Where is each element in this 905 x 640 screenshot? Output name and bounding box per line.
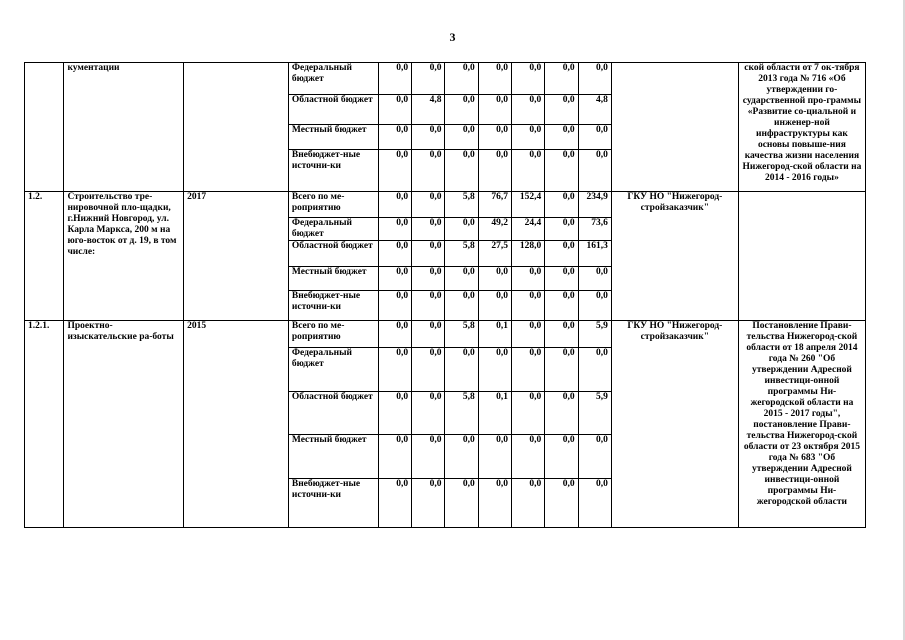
legal-basis-cell: ской области от 7 ок-тября 2013 года № 716 «Об утверждении го-сударственной про-граммы «Развитие со-циальной и инженер-ной инфраструктуры как основы повыше-ния качества жизни населения Нижегород-ской области на 2014 - 2016 годы» — [738, 63, 865, 192]
value-cell: 5,9 — [578, 321, 611, 348]
value-cell: 0,0 — [545, 479, 578, 528]
value-cell: 0,0 — [445, 63, 478, 95]
value-cell: 0,0 — [445, 267, 478, 291]
value-cell: 73,6 — [578, 218, 611, 241]
value-cell: 0,0 — [512, 435, 545, 479]
value-cell: 0,0 — [478, 125, 511, 150]
funding-source-cell: Федеральный бюджет — [288, 63, 378, 95]
value-cell: 0,0 — [545, 192, 578, 218]
value-cell: 0,0 — [378, 479, 411, 528]
value-cell: 5,8 — [445, 321, 478, 348]
value-cell: 0,0 — [478, 291, 511, 321]
funding-source-cell: Областной бюджет — [288, 241, 378, 267]
value-cell: 0,0 — [478, 348, 511, 392]
value-cell: 0,0 — [412, 125, 445, 150]
value-cell: 0,0 — [512, 150, 545, 192]
table-body — [25, 63, 866, 528]
funding-source-cell: Внебюджет-ные источни-ки — [288, 479, 378, 528]
value-cell: 0,1 — [478, 321, 511, 348]
value-cell: 0,0 — [545, 63, 578, 95]
item-name-cell: Проектно-изыскательские ра-боты — [64, 321, 184, 528]
funding-source-cell: Местный бюджет — [288, 125, 378, 150]
value-cell: 0,0 — [478, 435, 511, 479]
executor-cell: ГКУ НО "Нижегород-стройзаказчик" — [611, 321, 738, 528]
value-cell: 0,0 — [545, 218, 578, 241]
funding-source-cell: Федеральный бюджет — [288, 348, 378, 392]
value-cell: 4,8 — [578, 95, 611, 125]
value-cell: 5,8 — [445, 192, 478, 218]
value-cell: 24,4 — [512, 218, 545, 241]
value-cell: 0,0 — [445, 95, 478, 125]
value-cell: 0,0 — [378, 291, 411, 321]
value-cell: 161,3 — [578, 241, 611, 267]
value-cell: 0,0 — [578, 267, 611, 291]
value-cell: 0,0 — [512, 479, 545, 528]
value-cell: 0,0 — [545, 241, 578, 267]
value-cell: 0,0 — [378, 267, 411, 291]
value-cell: 0,0 — [412, 291, 445, 321]
value-cell: 128,0 — [512, 241, 545, 267]
item-number-cell: 1.2. — [25, 192, 64, 321]
value-cell: 0,0 — [445, 125, 478, 150]
value-cell: 0,0 — [412, 392, 445, 435]
value-cell: 0,0 — [412, 241, 445, 267]
value-cell: 0,0 — [445, 348, 478, 392]
value-cell: 0,0 — [545, 348, 578, 392]
value-cell: 0,0 — [412, 192, 445, 218]
funding-source-cell: Местный бюджет — [288, 435, 378, 479]
funding-source-cell: Всего по ме-роприятию — [288, 192, 378, 218]
value-cell: 0,0 — [545, 291, 578, 321]
value-cell: 5,9 — [578, 392, 611, 435]
value-cell: 0,0 — [445, 435, 478, 479]
value-cell: 0,0 — [545, 150, 578, 192]
funding-source-cell: Всего по ме-роприятию — [288, 321, 378, 348]
funding-source-cell: Местный бюджет — [288, 267, 378, 291]
value-cell: 0,0 — [578, 348, 611, 392]
item-year-cell: 2015 — [184, 321, 289, 528]
table-row — [25, 321, 866, 348]
value-cell: 27,5 — [478, 241, 511, 267]
value-cell: 152,4 — [512, 192, 545, 218]
value-cell: 0,0 — [512, 321, 545, 348]
value-cell: 0,0 — [378, 63, 411, 95]
value-cell: 0,0 — [378, 95, 411, 125]
value-cell: 0,0 — [478, 267, 511, 291]
value-cell: 0,0 — [445, 291, 478, 321]
value-cell: 0,0 — [445, 150, 478, 192]
executor-cell — [611, 63, 738, 192]
value-cell: 0,0 — [578, 63, 611, 95]
value-cell: 0,0 — [378, 150, 411, 192]
value-cell: 0,0 — [378, 125, 411, 150]
value-cell: 0,0 — [412, 348, 445, 392]
value-cell: 0,0 — [512, 348, 545, 392]
value-cell: 0,0 — [478, 479, 511, 528]
page-number: 3 — [449, 30, 456, 44]
value-cell: 0,0 — [512, 392, 545, 435]
item-number-cell — [25, 63, 64, 192]
value-cell: 0,0 — [578, 291, 611, 321]
value-cell: 0,0 — [378, 241, 411, 267]
value-cell: 0,1 — [478, 392, 511, 435]
funding-source-cell: Областной бюджет — [288, 95, 378, 125]
value-cell: 0,0 — [445, 218, 478, 241]
program-table — [24, 62, 866, 528]
value-cell: 0,0 — [445, 479, 478, 528]
value-cell: 0,0 — [578, 150, 611, 192]
value-cell: 49,2 — [478, 218, 511, 241]
table-row — [25, 192, 866, 218]
value-cell: 5,8 — [445, 392, 478, 435]
value-cell: 0,0 — [545, 95, 578, 125]
value-cell: 0,0 — [545, 267, 578, 291]
value-cell: 0,0 — [545, 125, 578, 150]
item-name-cell: кументации — [64, 63, 184, 192]
executor-cell: ГКУ НО "Нижегород-стройзаказчик" — [611, 192, 738, 321]
value-cell: 0,0 — [512, 63, 545, 95]
value-cell: 4,8 — [412, 95, 445, 125]
value-cell: 0,0 — [512, 291, 545, 321]
value-cell: 0,0 — [378, 435, 411, 479]
value-cell: 0,0 — [578, 479, 611, 528]
item-year-cell: 2017 — [184, 192, 289, 321]
value-cell: 5,8 — [445, 241, 478, 267]
value-cell: 0,0 — [412, 150, 445, 192]
value-cell: 0,0 — [512, 125, 545, 150]
value-cell: 0,0 — [378, 348, 411, 392]
value-cell: 0,0 — [412, 321, 445, 348]
value-cell: 0,0 — [412, 435, 445, 479]
legal-basis-cell: Постановление Прави-тельства Нижегород-ской области от 18 апреля 2014 года № 260 "Об утверждении Адресной инвестици-онной программы Ни-жегородской области на 2015 - 2017 годы", постановление Прави-тельства Нижегород-ской области от 23 октября 2015 года № 683 "Об утверждении Адресной инвестици-онной программы Ни-жегородской области — [738, 321, 865, 528]
item-name-cell: Строительство тре-нировочной пло-щадки, г.Нижний Новгород, ул. Карла Маркса, 200 м на юго-восток от д. 19, в том числе: — [64, 192, 184, 321]
value-cell: 0,0 — [512, 267, 545, 291]
value-cell: 0,0 — [545, 392, 578, 435]
value-cell: 76,7 — [478, 192, 511, 218]
value-cell: 0,0 — [478, 150, 511, 192]
table-row — [25, 63, 866, 95]
value-cell: 0,0 — [578, 125, 611, 150]
value-cell: 0,0 — [545, 321, 578, 348]
value-cell: 0,0 — [412, 479, 445, 528]
value-cell: 0,0 — [412, 267, 445, 291]
value-cell: 0,0 — [545, 435, 578, 479]
funding-source-cell: Внебюджет-ные источни-ки — [288, 291, 378, 321]
funding-source-cell: Внебюджет-ные источни-ки — [288, 150, 378, 192]
item-year-cell — [184, 63, 289, 192]
value-cell: 0,0 — [378, 192, 411, 218]
funding-source-cell: Областной бюджет — [288, 392, 378, 435]
legal-basis-cell — [738, 192, 865, 321]
value-cell: 234,9 — [578, 192, 611, 218]
value-cell: 0,0 — [512, 95, 545, 125]
value-cell: 0,0 — [378, 321, 411, 348]
value-cell: 0,0 — [378, 392, 411, 435]
value-cell: 0,0 — [478, 95, 511, 125]
value-cell: 0,0 — [412, 63, 445, 95]
funding-source-cell: Федеральный бюджет — [288, 218, 378, 241]
value-cell: 0,0 — [412, 218, 445, 241]
item-number-cell: 1.2.1. — [25, 321, 64, 528]
value-cell: 0,0 — [378, 218, 411, 241]
value-cell: 0,0 — [578, 435, 611, 479]
value-cell: 0,0 — [478, 63, 511, 95]
